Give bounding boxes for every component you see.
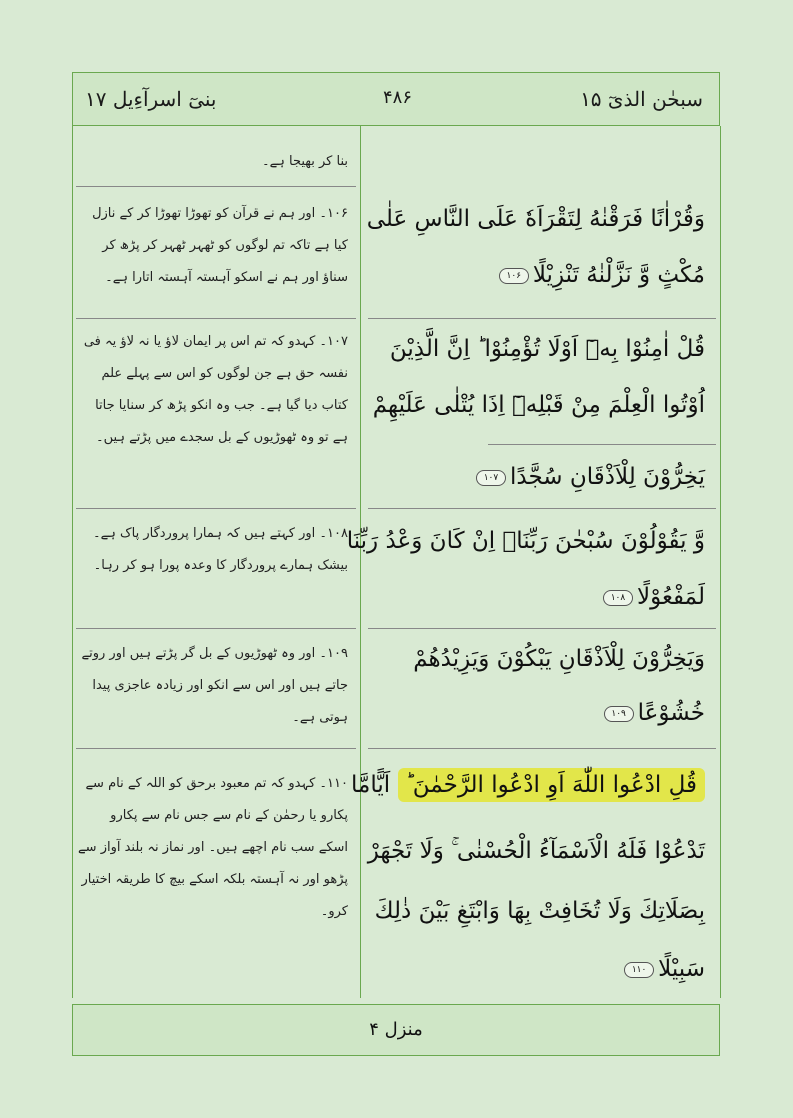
ayah-marker: ۱۰۸ (603, 590, 633, 606)
arabic-line: اُوْتُوا الْعِلْمَ مِنْ قَبْلِهٖٓ اِذَا يُتْلٰى عَلَيْهِمْ (372, 392, 705, 418)
urdu-translation: ۱۱۰۔ کہدو کہ تم معبود برحق کو اللہ کے نام سے پکارو یا رحمٰن کے نام سے جس نام سے پکارو اسکے سب نام اچھے ہیں۔ اور نماز نہ بلند آواز سے پڑھو اور نہ آہستہ بلکہ اسکے بیچ کا طریقہ اختیار کرو۔ (78, 776, 348, 919)
urdu-translation: بنا کر بھیجا ہے۔ (262, 154, 348, 169)
arabic-line: قُلِ ادْعُوا اللّٰهَ اَوِ ادْعُوا الرَّحْمٰنَ ؕ اَيًّامَّا (365, 772, 705, 798)
verse-separator (488, 444, 716, 445)
page-number: ۴۸۶ (383, 87, 413, 108)
ayah-marker: ۱۱۰ (624, 962, 654, 978)
urdu-translation: ۱۰۷۔ کہدو کہ تم اس پر ایمان لاؤ یا نہ لاؤ یہ فی نفسہ حق ہے جن لوگوں کو اس سے پہلے علم کتاب دیا گیا ہے۔ جب وہ انکو پڑھ کر سنایا جاتا ہے تو وہ ٹھوڑیوں کے بل سجدے میں پڑتے ہیں۔ (83, 334, 348, 445)
urdu-translation: ۱۰۶۔ اور ہم نے قرآن کو تھوڑا تھوڑا کر کے نازل کیا ہے تاکہ تم لوگوں کو ٹھہر ٹھہر کر پڑھ کر سناؤ اور ہم نے اسکو آہستہ آہستہ اتارا ہے۔ (92, 206, 348, 285)
verse-separator (368, 748, 716, 749)
page-header (72, 72, 720, 126)
arabic-line: خُشُوْعًا۱۰۹ (365, 700, 705, 726)
surah-title: سبحٰن الذیٓ ۱۵ (580, 87, 703, 111)
ayah-marker: ۱۰۹ (604, 706, 634, 722)
left-border (72, 126, 73, 998)
translation-separator (76, 186, 356, 187)
manzil-footer (72, 1004, 720, 1056)
verse-separator (368, 508, 716, 509)
urdu-translation: ۱۰۹۔ اور وہ ٹھوڑیوں کے بل گر پڑتے ہیں اور روتے جاتے ہیں اور اس سے انکو اور زیادہ عاجزی پیدا ہوتی ہے۔ (81, 646, 348, 725)
translation-separator (76, 318, 356, 319)
arabic-line: وَيَخِرُّوْنَ لِلْاَذْقَانِ يَبْكُوْنَ وَيَزِيْدُهُمْ (413, 646, 705, 672)
para-title: بنیٓ اسرآءِیل ۱۷ (85, 87, 217, 111)
arabic-line: تَدْعُوْا فَلَهُ الْاَسْمَآءُ الْحُسْنٰى ۚ وَلَا تَجْهَرْ (367, 838, 705, 864)
ayah-marker: ۱۰۶ (499, 268, 529, 284)
translation-separator (76, 748, 356, 749)
translation-separator (76, 628, 356, 629)
verse-separator (368, 318, 716, 319)
arabic-line: مُكْثٍ وَّ نَزَّلْنٰهُ تَنْزِيْلًا۱۰۶ (365, 262, 705, 288)
manzil-label: منزل ۴ (369, 1019, 423, 1040)
arabic-line: وَقُرْاٰنًا فَرَقْنٰهُ لِتَقْرَاَهٗ عَلَى النَّاسِ عَلٰى (366, 206, 705, 232)
column-divider (360, 126, 361, 998)
highlighted-phrase: قُلِ ادْعُوا اللّٰهَ اَوِ ادْعُوا الرَّحْمٰنَ ؕ (398, 768, 706, 802)
verse-separator (368, 628, 716, 629)
arabic-line: لَمَفْعُوْلًا۱۰۸ (365, 584, 705, 610)
arabic-line: يَخِرُّوْنَ لِلْاَذْقَانِ سُجَّدًا۱۰۷ (365, 464, 705, 490)
ayah-marker: ۱۰۷ (476, 470, 506, 486)
arabic-line: وَّ يَقُوْلُوْنَ سُبْحٰنَ رَبِّنَاۤ اِنْ كَانَ وَعْدُ رَبِّنَا (346, 528, 705, 554)
arabic-line: قُلْ اٰمِنُوْا بِهٖٓ اَوْلَا تُؤْمِنُوْا ؕ اِنَّ الَّذِيْنَ (389, 336, 705, 362)
arabic-line: بِصَلَاتِكَ وَلَا تُخَافِتْ بِهَا وَابْتَغِ بَيْنَ ذٰلِكَ (374, 898, 705, 924)
translation-separator (76, 508, 356, 509)
urdu-translation: ۱۰۸۔ اور کہتے ہیں کہ ہمارا پروردگار پاک ہے۔ بیشک ہمارے پروردگار کا وعدہ پورا ہو کر رہا۔ (93, 526, 348, 573)
right-border (720, 126, 721, 998)
arabic-line: سَبِيْلًا۱۱۰ (365, 956, 705, 982)
